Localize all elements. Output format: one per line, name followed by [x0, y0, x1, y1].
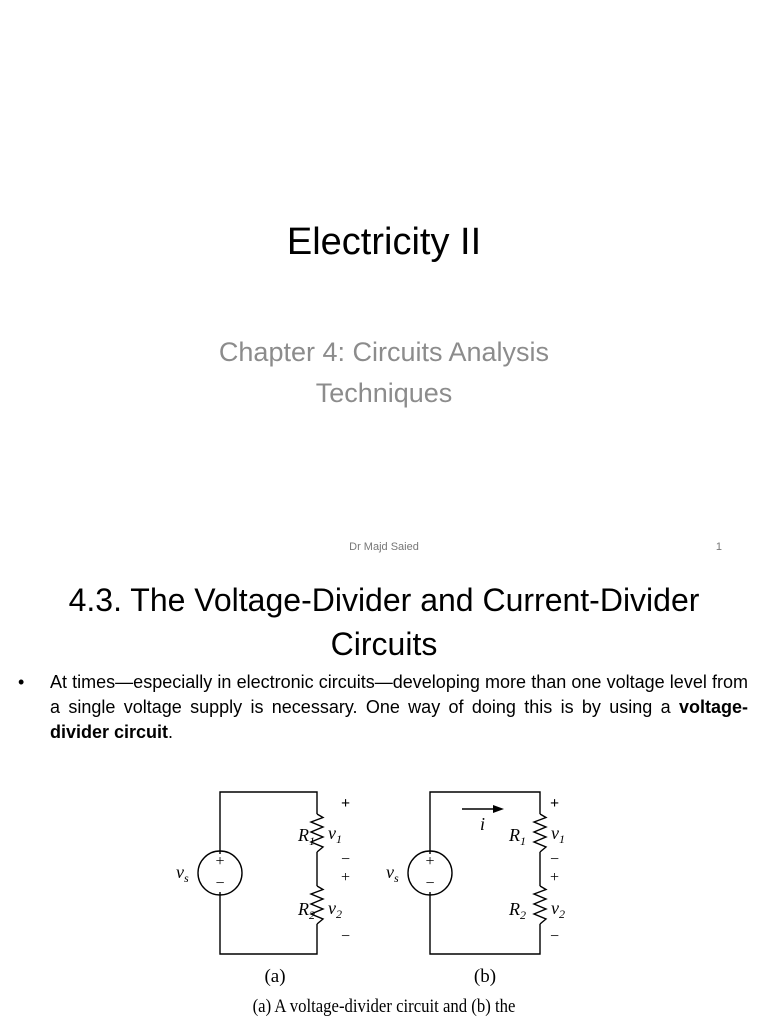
v2-plus-a: +	[341, 869, 351, 886]
v2-minus-b: −	[550, 928, 560, 945]
slide-title: Electricity II	[286, 221, 482, 263]
v1-plus-a: +	[341, 795, 351, 812]
v1-minus-a: −	[341, 851, 351, 868]
v2-plus-b: +	[550, 869, 560, 886]
circuit-a	[176, 792, 350, 987]
resistor-r1-b	[534, 814, 546, 852]
voltage-divider-figure	[170, 782, 590, 992]
title-line-1: 4.3. The Voltage-Divider and Current-Divider	[68, 582, 700, 618]
r2-label-b: $R_2$	[509, 899, 526, 922]
source-label-a: $v_s$	[176, 862, 189, 885]
bullet-body: At times—especially in electronic circuits—developing more than one voltage level from a single voltage supply is necessary. One way of doing this is by using a	[50, 672, 748, 717]
bullet-item	[18, 670, 748, 745]
footer-author: Dr Majd Saied	[349, 541, 419, 553]
bullet-bold-term: voltage-divider circuit	[50, 697, 748, 742]
footer-page-number: 1	[715, 541, 722, 553]
slide-title	[20, 578, 748, 666]
source-plus-a: +	[215, 853, 225, 870]
source-plus-b: +	[425, 853, 435, 870]
circuit-b	[386, 792, 565, 987]
figure-caption: (a) A voltage-divider circuit and (b) the	[252, 996, 516, 1017]
v1-label-a: $v_1$	[328, 823, 342, 846]
figure-label-b: (b)	[473, 966, 497, 987]
wire-bottom-b	[430, 892, 540, 954]
bullet-text	[50, 670, 748, 745]
v1-label-b: $v_1$	[551, 823, 565, 846]
current-label: i	[480, 814, 486, 834]
bullet-end: .	[168, 722, 174, 742]
v1-minus-b: −	[550, 851, 560, 868]
slide-subtitle	[140, 332, 628, 414]
v2-label-b: $v_2$	[551, 898, 565, 921]
v2-label-a: $v_2$	[328, 898, 342, 921]
subtitle-line-2: Techniques	[315, 378, 453, 408]
r1-label-b: $R_1$	[509, 825, 526, 848]
title-line-2: Circuits	[330, 626, 438, 662]
r2-label-a: $R_2$	[298, 899, 315, 922]
v2-minus-a: −	[341, 928, 351, 945]
subtitle-line-1: Chapter 4: Circuits Analysis	[218, 337, 550, 367]
source-minus-b: −	[425, 875, 435, 892]
resistor-r2-b	[534, 886, 546, 924]
v1-plus-b: +	[550, 795, 560, 812]
r1-label-a: $R_1$	[298, 825, 315, 848]
bullet-dot: •	[18, 672, 25, 692]
source-minus-a: −	[215, 875, 225, 892]
content-slide	[0, 566, 768, 1024]
source-label-b: $v_s$	[386, 862, 399, 885]
current-arrow-head	[493, 805, 504, 813]
figure-label-a: (a)	[264, 966, 286, 987]
